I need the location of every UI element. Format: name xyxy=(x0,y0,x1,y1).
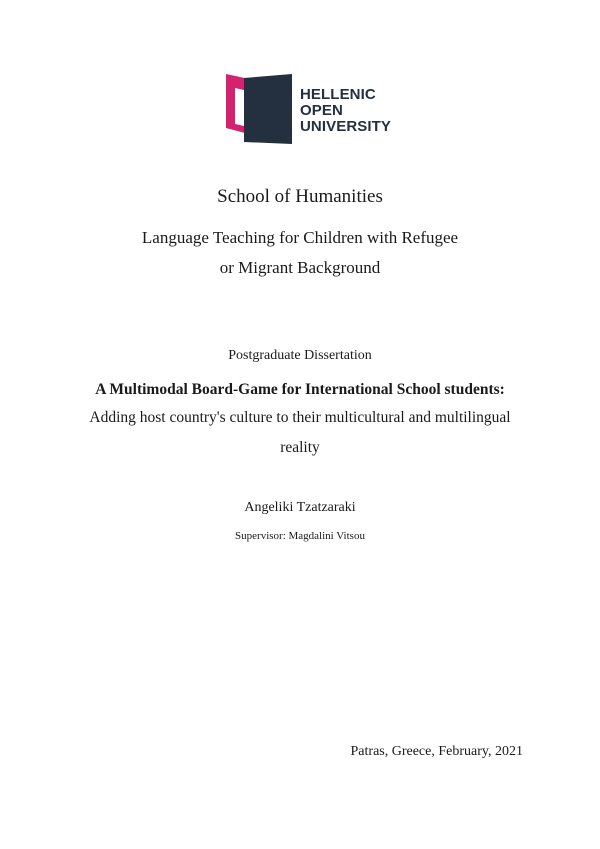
university-logo xyxy=(222,72,402,146)
logo-line-3: UNIVERSITY xyxy=(300,118,392,135)
author-name: Angeliki Tzatzaraki xyxy=(244,500,356,515)
school-name: School of Humanities xyxy=(217,186,383,207)
dissertation-subtitle-line-2: reality xyxy=(280,439,320,456)
open-book-logo-icon xyxy=(222,72,294,146)
logo-line-2: OPEN xyxy=(300,102,343,119)
supervisor: Supervisor: Magdalini Vitsou xyxy=(235,530,365,542)
logo-line-1: HELLENIC xyxy=(300,86,376,103)
program-name-line-2: or Migrant Background xyxy=(219,258,381,277)
logo-wordmark xyxy=(300,87,391,135)
place-and-date: Patras, Greece, February, 2021 xyxy=(350,744,523,759)
dissertation-type: Postgraduate Dissertation xyxy=(228,348,372,363)
dissertation-title: A Multimodal Board-Game for International School students: xyxy=(95,381,505,398)
dissertation-subtitle-line-1: Adding host country's culture to their multicultural and multilingual xyxy=(89,409,511,426)
program-name-line-1: Language Teaching for Children with Refugee xyxy=(141,228,459,247)
